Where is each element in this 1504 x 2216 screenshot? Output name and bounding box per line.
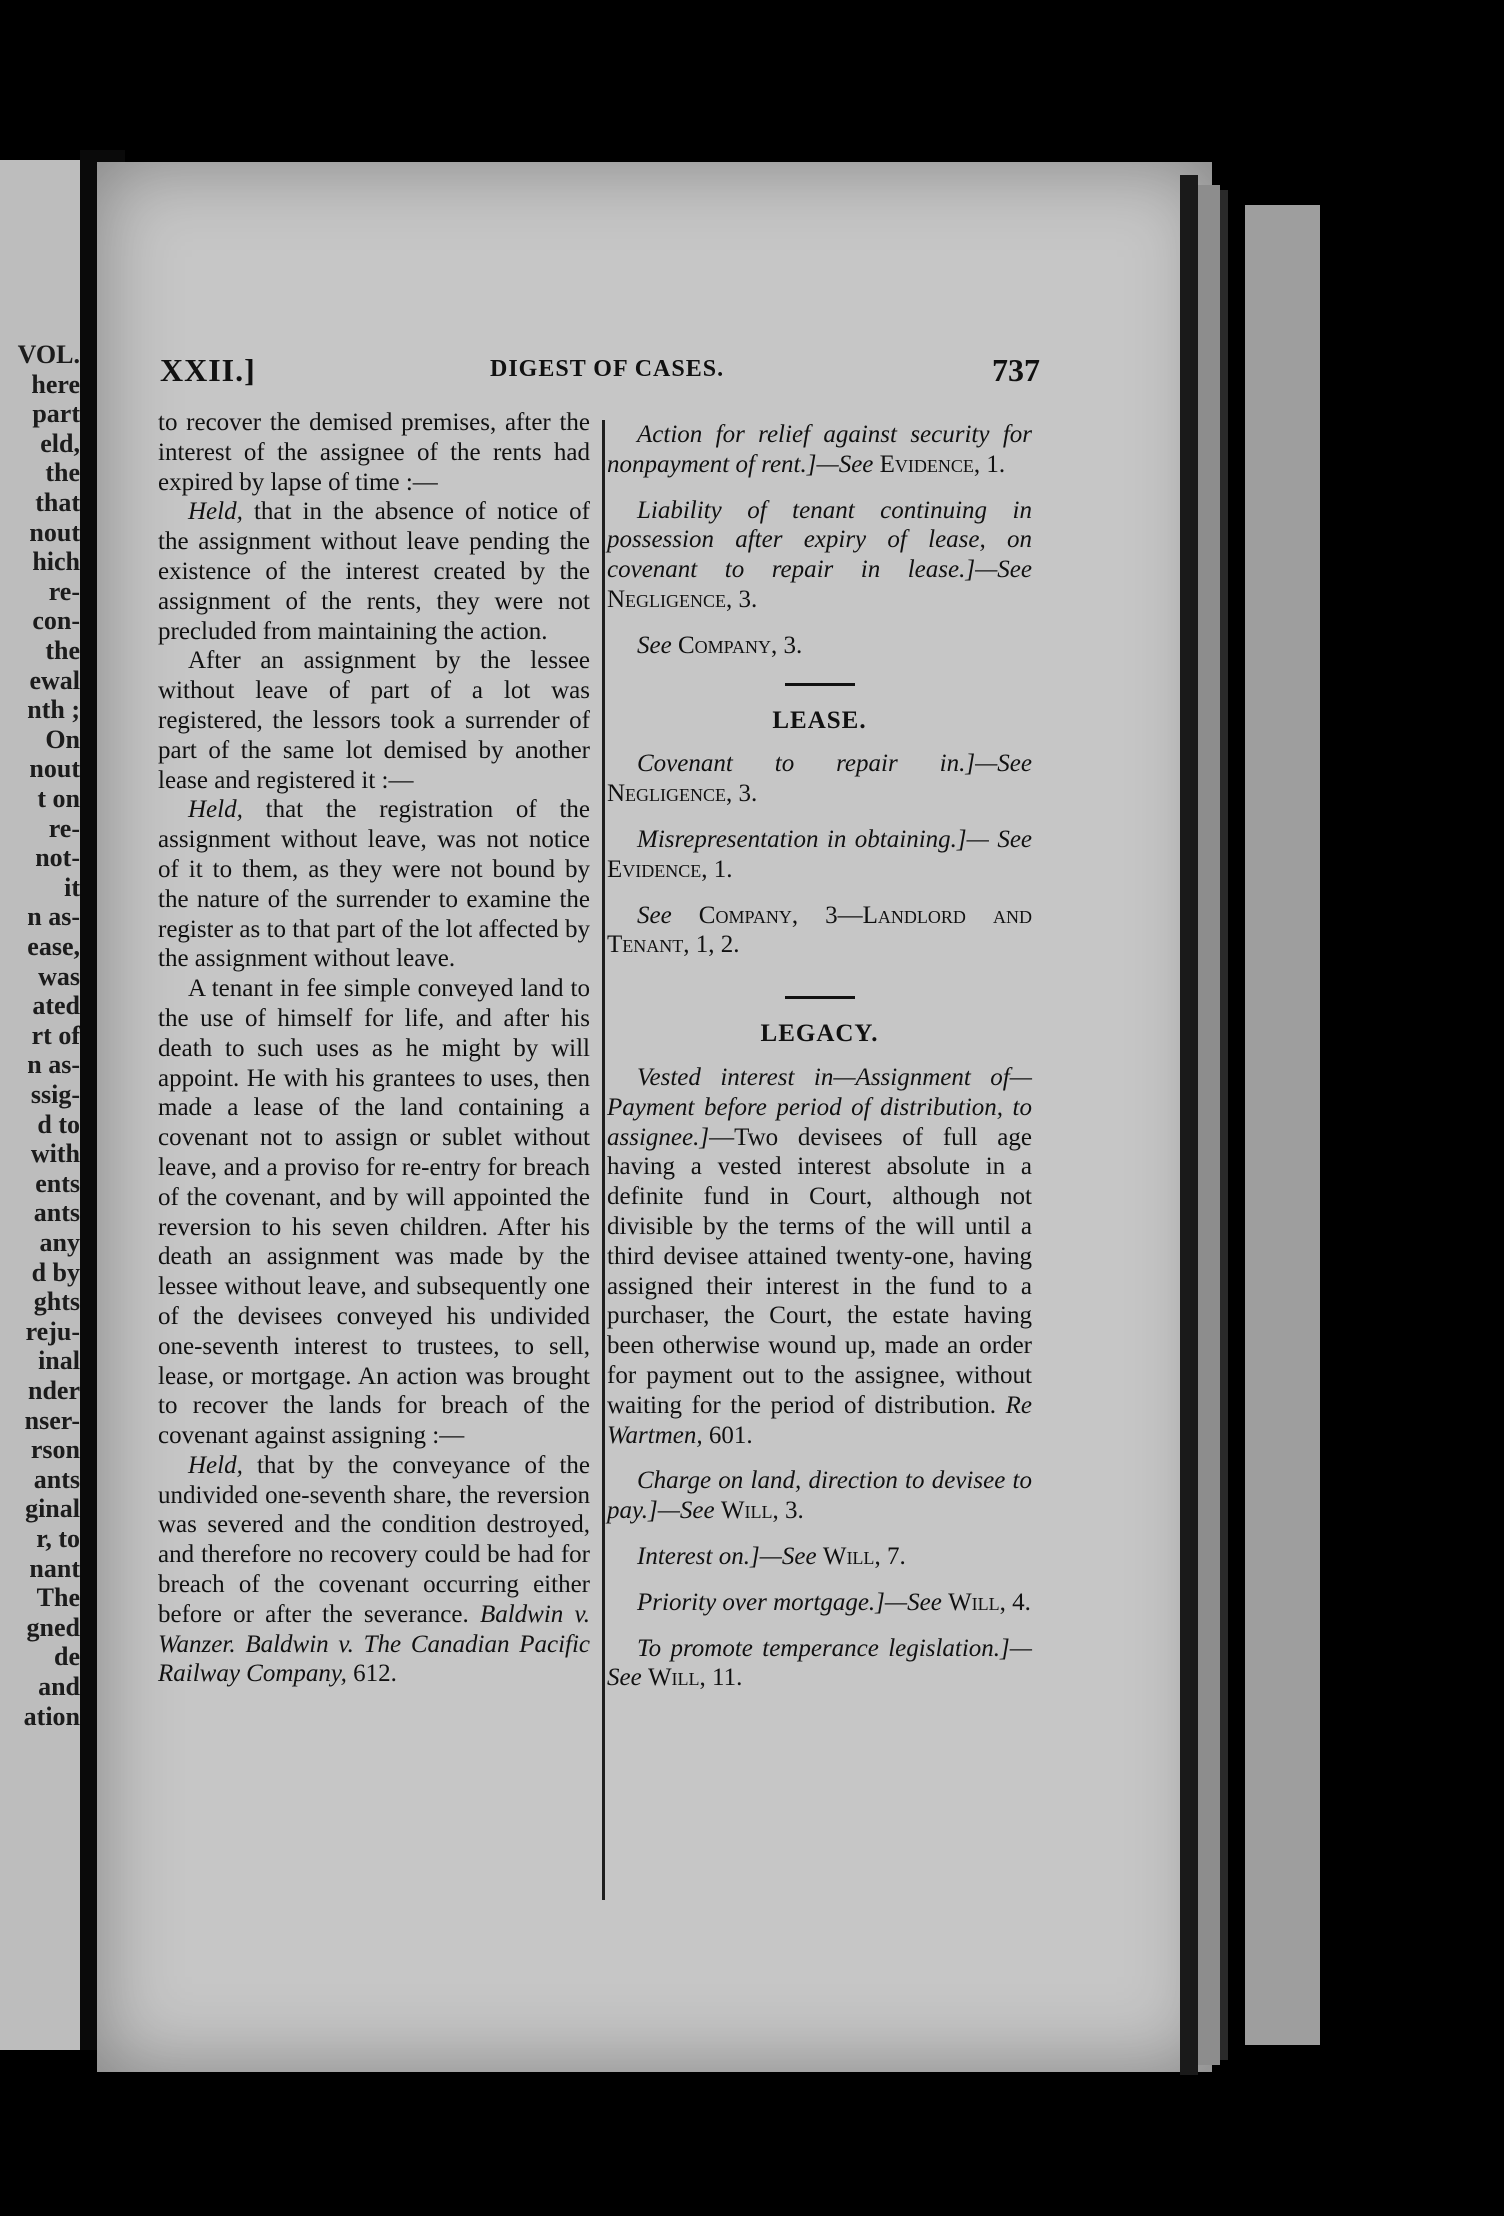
left-page-text-fragment: nder (28, 1376, 80, 1405)
left-page-text-fragment: and (38, 1672, 80, 1701)
index-entry: Misrepresentation in obtaining.]— See Evidence, 1. (607, 825, 1033, 883)
left-page-text-fragment: n as- (27, 1050, 80, 1080)
page-number: 737 (992, 352, 1040, 388)
index-entry: Priority over mortgage.]—See Will, 4. (637, 1588, 1031, 1616)
left-page-text-fragment: nout (29, 517, 80, 547)
left-page-text-fragment: here (31, 369, 80, 399)
section-heading-legacy: LEGACY. (760, 1020, 879, 1048)
left-page-text-fragment: ssig- (30, 1080, 80, 1109)
left-page-text-fragment: re- (48, 576, 80, 606)
left-page-text-fragment: the (45, 458, 80, 488)
left-page-text-fragment: eld, (40, 428, 80, 458)
paragraph: After an assignment by the lessee without leave of part of a lot was registered, the lessors took a surrender of part of the same lot demised by another lease and registered it :— (158, 647, 590, 794)
section-heading-lease: LEASE. (772, 706, 867, 734)
paragraph: Held, that the registration of the assignment without leave, was not notice of it to them, as they were not bound by the nature of the surrender to examine the register as to that part of the lot affected by the assignment without leave. (158, 796, 590, 973)
left-page-text-fragment: inal (38, 1346, 80, 1376)
left-page-text-fragment: ation (23, 1701, 80, 1731)
column-divider (602, 420, 605, 1900)
left-page-text-fragment: ginal (25, 1494, 80, 1524)
volume-number: XXII.] (160, 352, 256, 388)
left-page-text-fragment: not- (35, 843, 80, 873)
section-rule (785, 683, 855, 686)
index-entry: Action for relief against security for nonpayment of rent.]—See Evidence, 1. (607, 421, 1032, 478)
paragraph: Held, that in the absence of notice of the assignment without leave pending the existence of the interest created by the assignment of the rents, they were not precluded from maintaining the action. (158, 498, 590, 645)
left-page-text-fragment: nser- (24, 1405, 80, 1435)
left-page-text-fragment: nth ; (27, 695, 80, 725)
case-citation: Baldwin v. Wanzer. (158, 1600, 590, 1658)
index-entry: To promote temperance legislation.]—See Will, 11. (607, 1634, 1032, 1692)
index-entry: Covenant to repair in.]—See Negligence, 3. (607, 750, 1032, 808)
left-page-text-fragment: VOL. (17, 340, 80, 369)
left-page-text-fragment: ated (32, 991, 80, 1021)
adjacent-left-page (0, 160, 80, 2050)
case-citation: Baldwin v. The Canadian Pacific Railway Company, (158, 1630, 590, 1688)
page-edge (1220, 190, 1228, 2060)
left-page-text-fragment: On (45, 724, 80, 754)
left-page-text-fragment: ents (35, 1168, 80, 1198)
index-entry: Liability of tenant continuing in possession after expiry of lease, on covenant to repair in lease.]—See Negligence, 3. (607, 496, 1032, 613)
left-page-text-fragment: ants (33, 1198, 80, 1228)
index-entry: Charge on land, direction to devisee to pay.]—See Will, 3. (607, 1467, 1032, 1525)
left-page-text-fragment: The (36, 1583, 80, 1613)
left-page-text-fragment: gned (26, 1612, 80, 1642)
left-page-text-fragment: hich (32, 547, 80, 577)
left-page-text-fragment: d to (37, 1109, 80, 1139)
left-page-text-fragment: with (30, 1139, 80, 1169)
paragraph: Held, that by the conveyance of the undivided one-seventh share, the reversion was severed and the condition destroyed, and therefore no recovery could be had for breach of the covenant occurring either before or after the severance. Baldwin v. Wanzer. Baldwin v. The Canadian Pacific Railway Company, 612. (158, 1451, 590, 1688)
left-page-text-fragment: r, to (36, 1524, 80, 1553)
left-page-text-fragment: part (32, 399, 80, 429)
left-page-text-fragment: ghts (33, 1287, 80, 1317)
index-entry: Interest on.]—See Will, 7. (637, 1542, 906, 1570)
paragraph: A tenant in fee simple conveyed land to the use of himself for life, and after his death to such uses as he might by will appoint. He with his grantees to uses, then made a lease of the land containing a covenant not to assign or sublet without leave, and a proviso for re-entry for breach of the covenant, and by will appointed the reversion to his seven children. After his death an assignment was made by the lessee without leave, and subsequently one of the devisees conveyed his undivided one-seventh interest to trustees, to sell, lease, or mortgage. An action was brought to recover the lands for breach of the covenant against assigning :— (158, 975, 590, 1450)
case-citation: Re Wartmen, (607, 1391, 1033, 1449)
left-page-text-fragment: it (64, 872, 80, 902)
left-page-text-fragment: nant (29, 1553, 80, 1583)
left-page-text-fragment: d by (31, 1257, 80, 1287)
left-page-text-fragment: any (39, 1228, 80, 1257)
left-page-text-fragment: was (38, 961, 80, 991)
index-entry: Vested interest in—Assignment of—Payment before period of distribution, to assignee.]—Two devisees of full age having a vested interest absolute in a definite fund in Court, although not divisible by the terms of the will until a third devisee attained twenty-one, having assigned their interest in the fund to a purchaser, the Court, the estate having been otherwise wound up, made an order for payment out to the assignee, without waiting for the period of distribution. Re Wartmen, 601. (607, 1063, 1033, 1449)
running-header (160, 352, 1040, 392)
left-page-text-fragment: n as- (27, 902, 80, 932)
section-rule (785, 996, 855, 999)
index-entry: See Company, 3—Landlord and Tenant, 1, 2. (607, 901, 1032, 959)
right-column (607, 420, 1032, 1693)
index-entry: See Company, 3. (637, 631, 803, 659)
left-page-text-fragment: reju- (25, 1316, 80, 1346)
left-page-text-fragment: the (45, 636, 80, 665)
page-edge (1180, 175, 1198, 2075)
left-page-text-fragment: that (35, 488, 80, 517)
page-edge (1198, 185, 1220, 2065)
left-page-text-fragment: ease, (27, 932, 80, 961)
left-page-text-fragment: rt of (31, 1020, 80, 1050)
left-page-text-fragment: con- (32, 606, 80, 636)
left-column (158, 408, 590, 1689)
left-page-text-fragment: ewal (29, 665, 80, 695)
left-page-text-fragment: re- (48, 813, 80, 843)
left-page-text-fragment: rson (30, 1435, 80, 1465)
adjacent-right-page (1245, 205, 1320, 2045)
left-page-text-fragment: nout (29, 754, 80, 784)
left-page-text-fragment: t on (37, 784, 80, 813)
paragraph: to recover the demised premises, after the interest of the assignee of the rents had expired by lapse of time :— (158, 409, 590, 496)
left-page-text-fragment: de (54, 1642, 80, 1672)
page-title: DIGEST OF CASES. (490, 356, 725, 382)
left-page-text-fragment: ants (33, 1464, 80, 1494)
